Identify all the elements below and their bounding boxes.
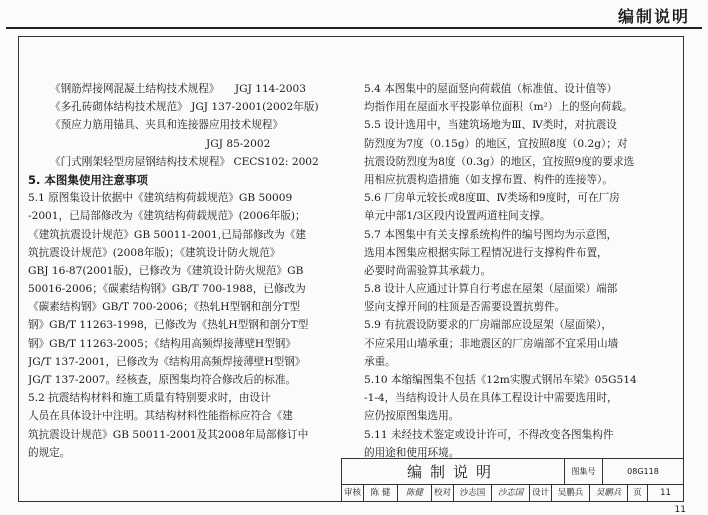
text-line: 防烈度为7度（0.15g）的地区，宜按照8度（0.2g）；对: [364, 137, 628, 150]
text-line: 5.6 厂房单元较长或8度Ⅲ、Ⅳ类场和9度时，可在厂房: [364, 192, 620, 205]
standard-line: 《多孔砖砌体结构技术规范》 JGJ 137-2001(2002年版): [50, 101, 319, 114]
left-column: [28, 80, 350, 462]
text-line: 筑抗震设计规范》GB 50011-2001及其2008年局部修订中: [28, 428, 309, 441]
text-line: 的用途和使用环境。: [364, 446, 460, 459]
text-line: 5.11 未经技术鉴定或设计许可，不得改变各图集构件: [364, 428, 614, 441]
text-line: 单元中部1/3区段内设置两道柱间支撑。: [364, 210, 551, 223]
text-line: JG/T 137-2007。经核查，原图集均符合修改后的标准。: [28, 374, 297, 386]
standard-line: 《预应力筋用锚具、夹具和连接器应用技术规程》: [50, 119, 284, 132]
text-line: 5.9 有抗震设防要求的厂房端部应设屋架（屋面梁），: [364, 319, 612, 332]
standard-line: JGJ 85-2002: [206, 137, 271, 150]
text-line: 筑抗震设计规范》(2008年版)；《建筑设计防火规范》: [28, 246, 281, 259]
header-rule: [6, 27, 702, 29]
signature-row: [342, 485, 683, 501]
right-column: [364, 80, 679, 462]
right-body-text: [364, 80, 679, 462]
checker-name: 沙志国: [454, 485, 492, 501]
design-label: 设计: [530, 485, 552, 501]
text-line: 5.10 本缩编图集不包括《12m实腹式钢吊车梁》05G514: [364, 374, 637, 386]
text-line: 《建筑抗震设计规范》GB 50011-2001,已局部修改为《建: [28, 228, 306, 241]
atlas-number: 08G118: [603, 459, 683, 485]
title-block: [341, 458, 684, 502]
text-line: 必要时尚需验算其承载力。: [364, 264, 492, 277]
page-value: 11: [660, 488, 671, 498]
left-body-text: [28, 189, 350, 462]
text-line: 应仍按原图集选用。: [364, 410, 460, 423]
text-line: 5.2 抗震结构材料和施工质量有特别要求时，由设计: [28, 392, 271, 405]
text-line: 5.5 设计选用中，当建筑场地为Ⅲ、Ⅳ类时，对抗震设: [364, 119, 617, 132]
page-label: 页: [628, 485, 648, 501]
text-line: 《碳素结构钢》GB/T 700-2006；《热轧H型钢和剖分T型: [28, 301, 301, 314]
text-line: 5.4 本图集中的屋面竖向荷载值（标准值、设计值等）: [364, 83, 618, 95]
standard-line: 《门式刚架轻型房屋钢结构技术规程》 CECS102: 2002: [50, 155, 319, 168]
reviewer-name: 陈 健: [364, 485, 398, 501]
page-number: 11: [674, 505, 686, 515]
text-line: 50016-2006；《碳素结构钢》GB/T 700-1988，已修改为: [28, 283, 306, 296]
title-block-title: 编制说明: [342, 459, 565, 485]
atlas-number-label: 图集号: [565, 459, 603, 485]
text-line: 均指作用在屋面水平投影单位面积（m²）上的竖向荷载。: [364, 101, 633, 114]
text-line: 钢》GB/T 11263-1998，已修改为《热轧H型钢和剖分T型: [28, 319, 309, 332]
text-line: 选用本图集应根据实际工程情况进行支撑构件布置，: [364, 246, 608, 259]
page-header-title: 编制说明: [617, 7, 690, 26]
text-line: 用相应抗震构造措施（如支撑布置、构件的连接等）。: [364, 173, 613, 186]
text-line: 人员在具体设计中注明。其结构材料性能指标应符合《建: [28, 410, 293, 423]
designer-name: 吴鹏兵: [552, 485, 590, 501]
text-line: JG/T 137-2001，已修改为《结构用高频焊接薄壁H型钢》: [28, 355, 306, 368]
designer-signature: 吴鹏兵: [590, 485, 628, 501]
text-line: 5.7 本图集中有关支撑系统构件的编号图均为示意图，: [364, 228, 618, 241]
review-label: 审核: [342, 485, 364, 501]
text-line: 5.1 原图集设计依据中《建筑结构荷载规范》GB 50009: [28, 192, 293, 205]
text-line: 抗震设防烈度为8度（0.3g）的地区，宜按照9度的要求选: [364, 155, 635, 168]
text-line: 竖向支撑开间的柱顶是否需要设置抗剪件。: [364, 301, 566, 314]
checker-signature: 沙志国: [492, 485, 530, 501]
text-line: -2001，已局部修改为《建筑结构荷载规范》(2006年版)；: [28, 210, 306, 223]
text-line: GBJ 16-87(2001版)，已修改为《建筑设计防火规范》GB: [28, 264, 304, 277]
reviewer-signature: 陈健: [398, 485, 432, 501]
section-heading: 5. 本图集使用注意事项: [28, 172, 148, 187]
standard-line: 《钢筋焊接网混凝土结构技术规程》 JGJ 114-2003: [50, 83, 306, 95]
text-line: 承重。: [364, 355, 396, 368]
text-line: 钢》GB/T 11263-2005；《结构用高频焊接薄壁H型钢》: [28, 337, 296, 350]
text-line: 不应采用山墙承重；非地震区的厂房端部不宜采用山墙: [364, 337, 619, 350]
check-label: 校对: [432, 485, 454, 501]
text-line: 5.8 设计人应通过计算自行考虑在屋架（屋面梁）端部: [364, 283, 618, 296]
text-line: 的规定。: [28, 446, 71, 459]
text-line: -1-4，当结构设计人员在具体工程设计中需要选用时，: [364, 392, 618, 405]
